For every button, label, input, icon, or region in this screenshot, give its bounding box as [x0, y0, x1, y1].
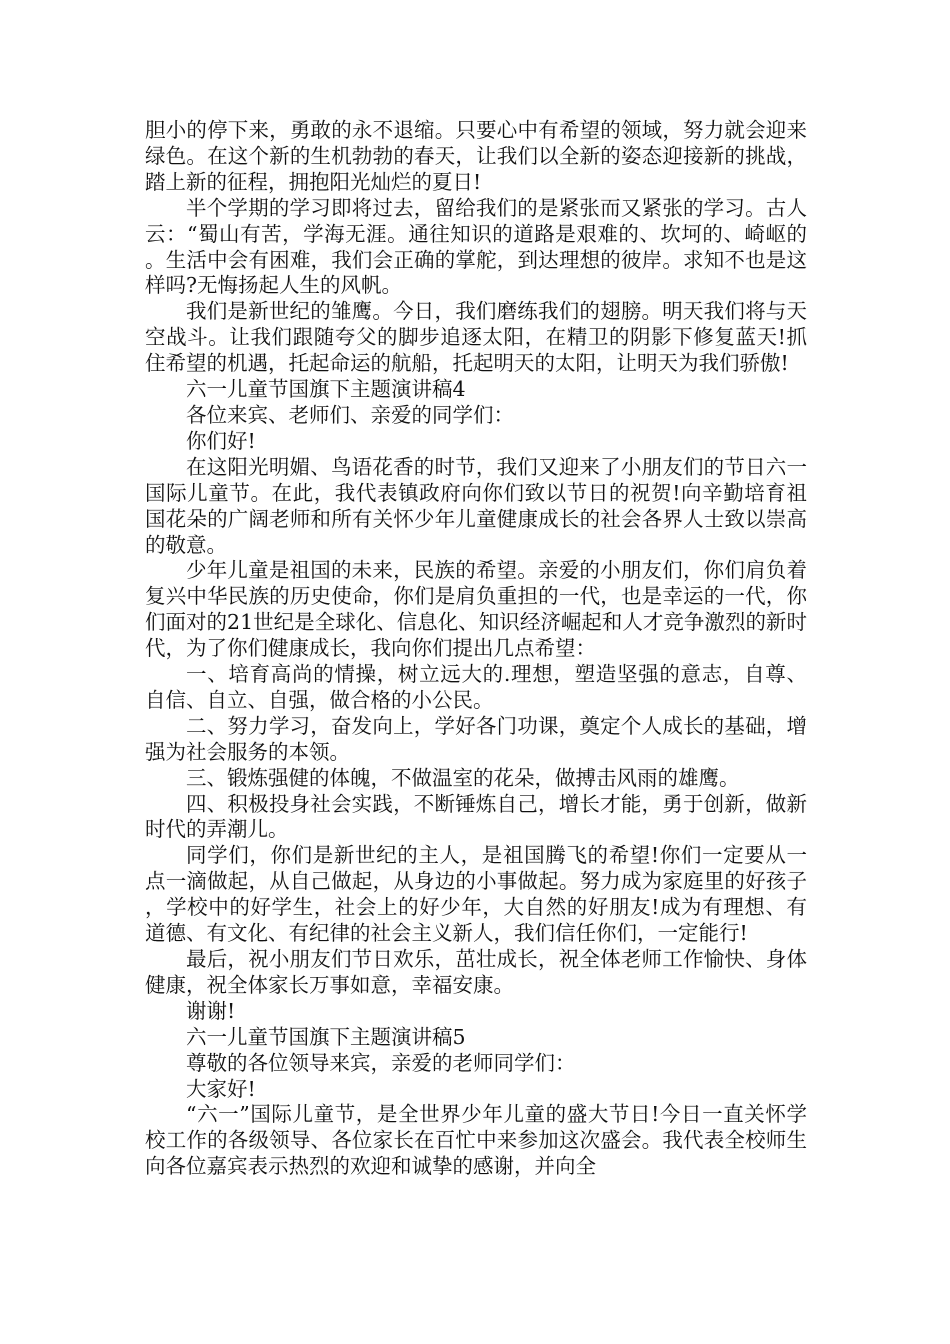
list-item-3: 三、锻炼强健的体魄，不做温室的花朵，做搏击风雨的雄鹰。 — [186, 765, 740, 790]
salutation-4: 各位来宾、老师们、亲爱的同学们： — [186, 402, 514, 427]
paragraph-3: 我们是新世纪的雏鹰。今日，我们磨练我们的翅膀。明天我们将与天空战斗。让我们跟随夸父的脚步追逐太阳，在精卫的阴影下修复蓝天!抓住希望的机遇，托起命运的航船，托起明天的太阳，让明天为我们骄傲! — [145, 299, 807, 376]
paragraph-14: 最后，祝小朋友们节日欢乐，茁壮成长，祝全体老师工作愉快、身体健康，祝全体家长万事如意，幸福安康。 — [145, 947, 807, 997]
list-item-4: 四、积极投身社会实践，不断锤炼自己，增长才能，勇于创新，做新时代的弄潮儿。 — [145, 791, 807, 842]
paragraph-7: 在这阳光明媚、鸟语花香的时节，我们又迎来了小朋友们的节日六一国际儿童节。在此，我代表镇政府向你们致以节日的祝贺!向辛勤培育祖国花朵的广阔老师和所有关怀少年儿童健康成长的社会各界人士致以崇高的敬意。 — [145, 454, 807, 557]
paragraph-2: 半个学期的学习即将过去，留给我们的是紧张而又紧张的学习。古人云：“蜀山有苦，学海无涯。通往知识的道路是艰难的、坎坷的、崎岖的。生活中会有困难，我们会正确的掌舵，到达理想的彼岸。求知不也是这样吗?无悔扬起人生的风帆。 — [145, 195, 807, 298]
closing-thanks: 谢谢! — [186, 998, 236, 1023]
paragraph-1: 胆小的停下来，勇敢的永不退缩。只要心中有希望的领域，努力就会迎来绿色。在这个新的生机勃勃的春天，让我们以全新的姿态迎接新的挑战，踏上新的征程，拥抱阳光灿烂的夏日! — [145, 118, 807, 194]
list-item-1: 一、培育高尚的情操，树立远大的.理想，塑造坚强的意志，自尊、自信、自立、自强，做合格的小公民。 — [145, 662, 807, 712]
greeting-4: 你们好! — [186, 428, 256, 453]
document-body — [145, 118, 807, 1180]
paragraph-13: 同学们，你们是新世纪的主人，是祖国腾飞的希望!你们一定要从一点一滴做起，从自己做起，从身边的小事做起。努力成为家庭里的好孩子，学校中的好学生，社会上的好少年，大自然的好朋友!成为有理想、有道德、有文化、有纪律的社会主义新人，我们信任你们，一定能行! — [145, 843, 807, 946]
section-heading-5: 六一儿童节国旗下主题演讲稿5 — [186, 1024, 466, 1049]
section-heading-4: 六一儿童节国旗下主题演讲稿4 — [186, 377, 466, 402]
greeting-5: 大家好! — [186, 1076, 256, 1101]
paragraph-8: 少年儿童是祖国的未来，民族的希望。亲爱的小朋友们，你们肩负着复兴中华民族的历史使命，你们是肩负重担的一代，也是幸运的一代，你们面对的21世纪是全球化、信息化、知识经济崛起和人才竞争激烈的新时代，为了你们健康成长，我向你们提出几点希望： — [145, 558, 807, 661]
list-item-2: 二、努力学习，奋发向上，学好各门功课，奠定个人成长的基础，增强为社会服务的本领。 — [145, 713, 807, 764]
salutation-5: 尊敬的各位领导来宾，亲爱的老师同学们： — [186, 1050, 576, 1075]
paragraph-19: “六一”国际儿童节，是全世界少年儿童的盛大节日!今日一直关怀学校工作的各级领导、各位家长在百忙中来参加这次盛会。我代表全校师生向各位嘉宾表示热烈的欢迎和诚挚的感谢，并向全 — [145, 1102, 807, 1179]
